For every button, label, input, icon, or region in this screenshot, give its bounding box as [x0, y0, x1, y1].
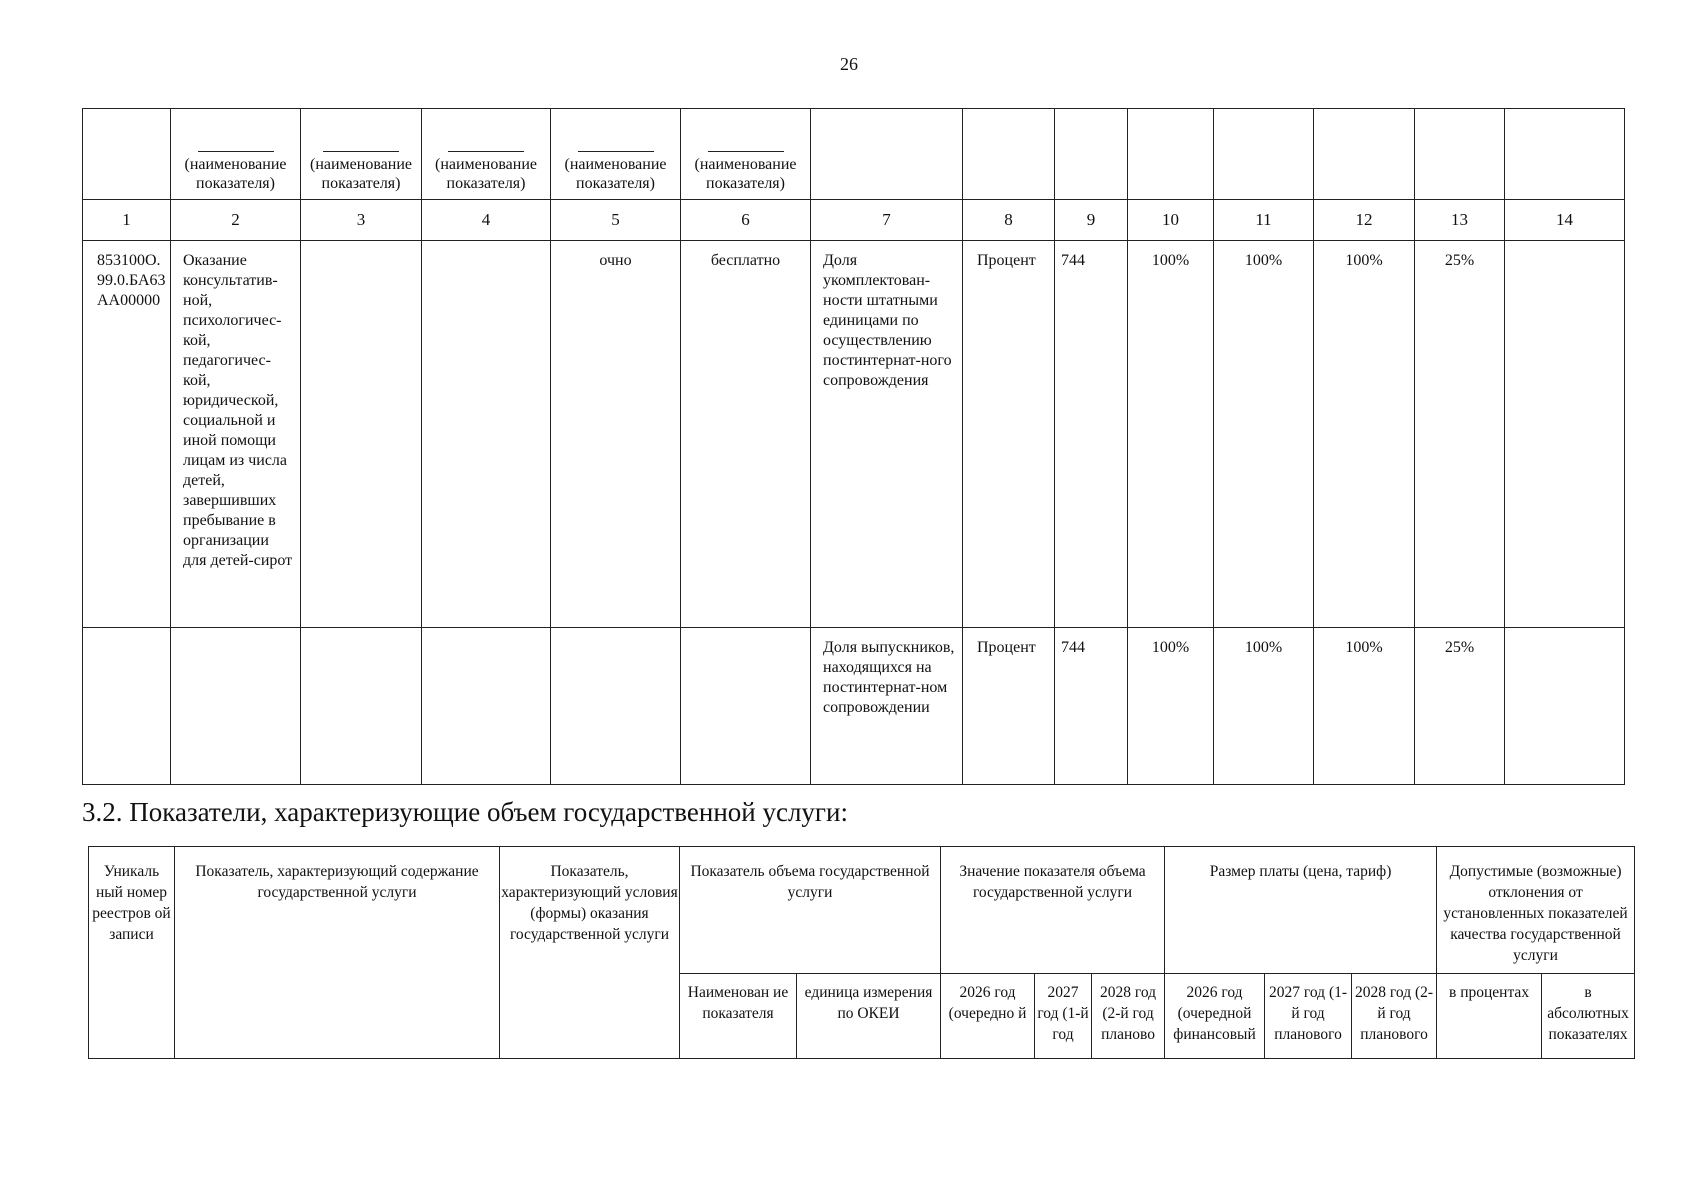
indicator-name: Доля выпускников, находящихся на постинтернат-ном сопровождении [811, 628, 963, 785]
header-cell [1128, 109, 1214, 200]
empty-cell [301, 241, 422, 628]
subheader-value-2028: 2028 год (2-й год планово [1092, 974, 1165, 1059]
column-number: 8 [963, 200, 1055, 241]
payment-type: бесплатно [681, 241, 811, 628]
column-number: 5 [551, 200, 681, 241]
deviation-percent: 25% [1415, 241, 1505, 628]
header-cell [811, 109, 963, 200]
quality-indicators-table [82, 108, 1625, 785]
service-description [171, 628, 301, 785]
header-service-conditions: Показатель, характеризующий условия (формы) оказания государственной услуги [500, 847, 680, 1059]
page-number: 26 [840, 54, 858, 74]
subheader-value-2026: 2026 год (очередно й [941, 974, 1035, 1059]
subheader-deviation-absolute: в абсолютных показателях [1542, 974, 1635, 1059]
subheader-okei-unit: единица измерения по ОКЕИ [797, 974, 941, 1059]
value-2028: 100% [1314, 628, 1415, 785]
empty-cell [422, 628, 551, 785]
header-cell [1505, 109, 1625, 200]
registry-code [83, 628, 171, 785]
header-allowed-deviation: Допустимые (возможные) отклонения от установленных показателей качества государственной услуги [1437, 847, 1635, 974]
volume-indicators-table [88, 846, 1635, 1059]
value-2028: 100% [1314, 241, 1415, 628]
column-number: 9 [1055, 200, 1128, 241]
subheader-fee-2027: 2027 год (1-й год планового [1265, 974, 1352, 1059]
okei-code: 744 [1055, 628, 1128, 785]
header-fee-amount: Размер платы (цена, тариф) [1165, 847, 1437, 974]
table-row [83, 628, 1625, 785]
column-number: 14 [1505, 200, 1625, 241]
header-unique-number: Уникаль ный номер реестров ой записи [89, 847, 175, 1059]
header-cell-indicator-name: (наименование показателя) [551, 109, 681, 200]
okei-code: 744 [1055, 241, 1128, 628]
service-form [551, 628, 681, 785]
payment-type [681, 628, 811, 785]
subheader-fee-2026: 2026 год (очередной финансовый [1165, 974, 1265, 1059]
column-number: 7 [811, 200, 963, 241]
header-cell-indicator-name: (наименование показателя) [681, 109, 811, 200]
deviation-absolute [1505, 628, 1625, 785]
indicator-name: Доля укомплектован-ности штатными единицами по осуществлению постинтернат-ного сопровождения [811, 241, 963, 628]
subheader-indicator-name: Наименован ие показателя [680, 974, 797, 1059]
header-cell-indicator-name: (наименование показателя) [171, 109, 301, 200]
table-row [83, 241, 1625, 628]
header-service-content: Показатель, характеризующий содержание государственной услуги [175, 847, 500, 1059]
column-number: 2 [171, 200, 301, 241]
value-2027: 100% [1214, 628, 1314, 785]
column-number: 11 [1214, 200, 1314, 241]
column-number: 13 [1415, 200, 1505, 241]
service-form: очно [551, 241, 681, 628]
deviation-percent: 25% [1415, 628, 1505, 785]
subheader-value-2027: 2027 год (1-й год [1035, 974, 1092, 1059]
header-cell-indicator-name: (наименование показателя) [301, 109, 422, 200]
header-cell [1415, 109, 1505, 200]
column-number-row [83, 200, 1625, 241]
header-volume-indicator: Показатель объема государственной услуги [680, 847, 941, 974]
header-cell [83, 109, 171, 200]
subheader-fee-2028: 2028 год (2-й год планового [1352, 974, 1437, 1059]
header-row [89, 847, 1635, 974]
unit-of-measure: Процент [963, 628, 1055, 785]
empty-cell [301, 628, 422, 785]
header-cell [1214, 109, 1314, 200]
subheader-deviation-percent: в процентах [1437, 974, 1542, 1059]
value-2026: 100% [1128, 628, 1214, 785]
header-volume-value: Значение показателя объема государственной услуги [941, 847, 1165, 974]
column-number: 6 [681, 200, 811, 241]
deviation-absolute [1505, 241, 1625, 628]
column-number: 4 [422, 200, 551, 241]
header-cell [963, 109, 1055, 200]
header-cell [1055, 109, 1128, 200]
value-2026: 100% [1128, 241, 1214, 628]
empty-cell [422, 241, 551, 628]
column-number: 3 [301, 200, 422, 241]
value-2027: 100% [1214, 241, 1314, 628]
header-row [83, 109, 1625, 200]
unit-of-measure: Процент [963, 241, 1055, 628]
column-number: 1 [83, 200, 171, 241]
header-cell-indicator-name: (наименование показателя) [422, 109, 551, 200]
registry-code: 853100О.99.0.БА63АА00000 [83, 241, 171, 628]
service-description: Оказание консультатив-ной, психологичес-кой, педагогичес-кой, юридической, социальной и иной помощи лицам из числа детей, завершивших пребывание в организации для детей-сирот [171, 241, 301, 628]
column-number: 10 [1128, 200, 1214, 241]
column-number: 12 [1314, 200, 1415, 241]
header-cell [1314, 109, 1415, 200]
section-heading: 3.2. Показатели, характеризующие объем государственной услуги: [82, 797, 848, 827]
